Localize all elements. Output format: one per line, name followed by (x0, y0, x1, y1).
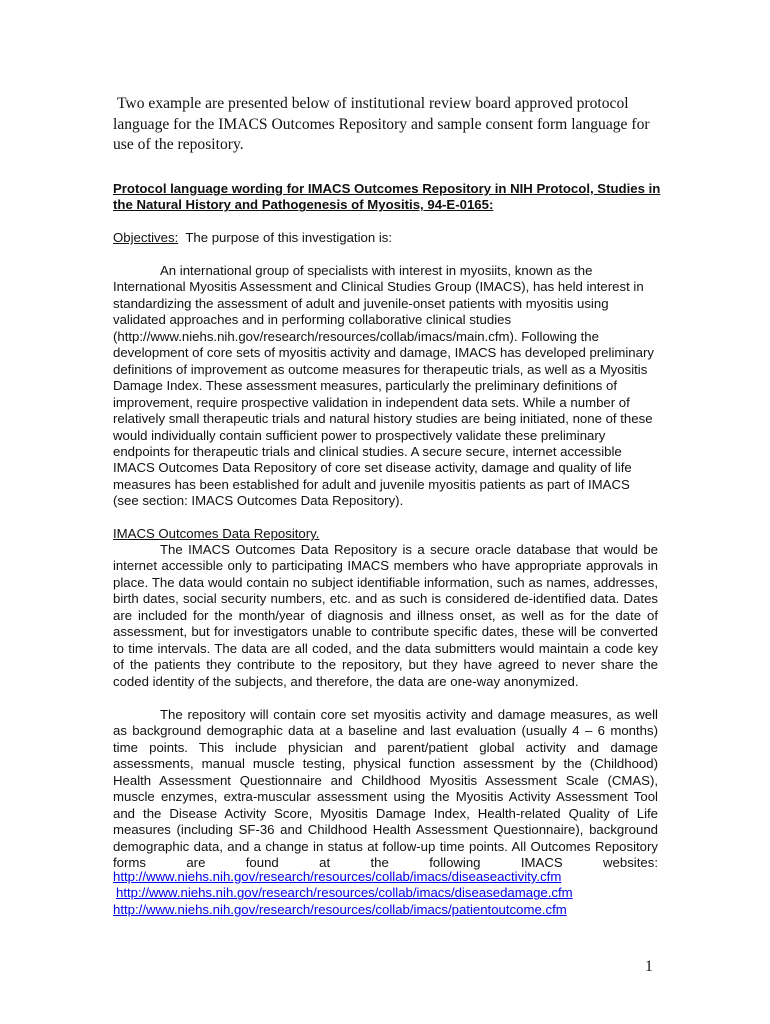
objectives-text: The purpose of this investigation is: (185, 230, 393, 245)
repository-heading: IMACS Outcomes Data Repository. (113, 526, 320, 541)
intro-paragraph: Two example are presented below of institutional review board approved protocol language for the IMACS Outcomes Repository and sample consent form language for use of the repository. (113, 95, 650, 153)
background-paragraph: An international group of specialists with interest in myosiits, known as the International Myositis Assessment and Clinical Studies Group (IMACS), has held interest in standardizing the assessment of adult and juvenile-onset patients with myositis using validated approaches and in performing collaborative clinical studies (http://www.niehs.nih.gov/research/resources/collab/imacs/main.cfm). Following the development of core sets of myositis activity and damage, IMACS has developed preliminary definitions of improvement as outcome measures for therapeutic trials, as well as a Myositis Damage Index. These assessment measures, particularly the preliminary definitions of improvement, require prospective validation in independent data sets. While a number of relatively small therapeutic trials and natural history studies are being initiated, none of these would individually contain sufficient power to prospectively validate these preliminary endpoints for therapeutic trials and clinical studies. A secure secure, internet accessible IMACS Outcomes Data Repository of core set disease activity, damage and quality of life measures has been established for adult and juvenile myositis patients as part of IMACS (see section: IMACS Outcomes Data Repository). (113, 263, 654, 509)
disease-damage-link[interactable]: http://www.niehs.nih.gov/research/resources/collab/imacs/diseasedamage.cfm (116, 885, 573, 901)
repository-contents-paragraph: The repository will contain core set myositis activity and damage measures, as well as background demographic data at a baseline and last evaluation (usually 4 – 6 months) time points. This include physician and parent/patient global activity and damage assessments, manual muscle testing, physical function assessment by the (Childhood) Health Assessment Questionnaire and Childhood Myositis Assessment Scale (CMAS), muscle enzymes, extra-muscular assessment using the Myositis Activity Assessment Tool and the Disease Activity Score, Myositis Damage Index, Health-related Quality of Life measures (including SF-36 and Childhood Health Assessment Questionnaire), background demographic data, and a change in status at follow-up time points. All Outcomes Repository forms are found at the following IMACS websites: (113, 707, 658, 871)
objectives-line (113, 230, 673, 246)
website-links (113, 869, 673, 918)
page-number: 1 (645, 958, 653, 975)
protocol-heading: Protocol language wording for IMACS Outcomes Repository in NIH Protocol, Studies in the Natural History and Pathogenesis of Myositis, 94-E-0165: (113, 181, 661, 213)
patient-outcome-link[interactable]: http://www.niehs.nih.gov/research/resources/collab/imacs/patientoutcome.cfm (113, 901, 567, 917)
disease-activity-link[interactable]: http://www.niehs.nih.gov/research/resources/collab/imacs/diseaseactivity.cfm (113, 869, 562, 884)
repository-description-paragraph: The IMACS Outcomes Data Repository is a secure oracle database that would be internet accessible only to participating IMACS members who have appropriate approvals in place. The data would contain no subject identifiable information, such as names, addresses, birth dates, social security numbers, etc. and as such is considered de-identified data. Dates are included for the month/year of diagnosis and illness onset, as well as for the date of assessment, but for investigators unable to contribute specific dates, these will be converted to time intervals. The data are all coded, and the data submitters would maintain a code key of the patients they contribute to the repository, but they have agreed to never share the coded identity of the subjects, and therefore, the data are one-way anonymized. (113, 542, 658, 689)
objectives-label: Objectives: (113, 230, 179, 245)
